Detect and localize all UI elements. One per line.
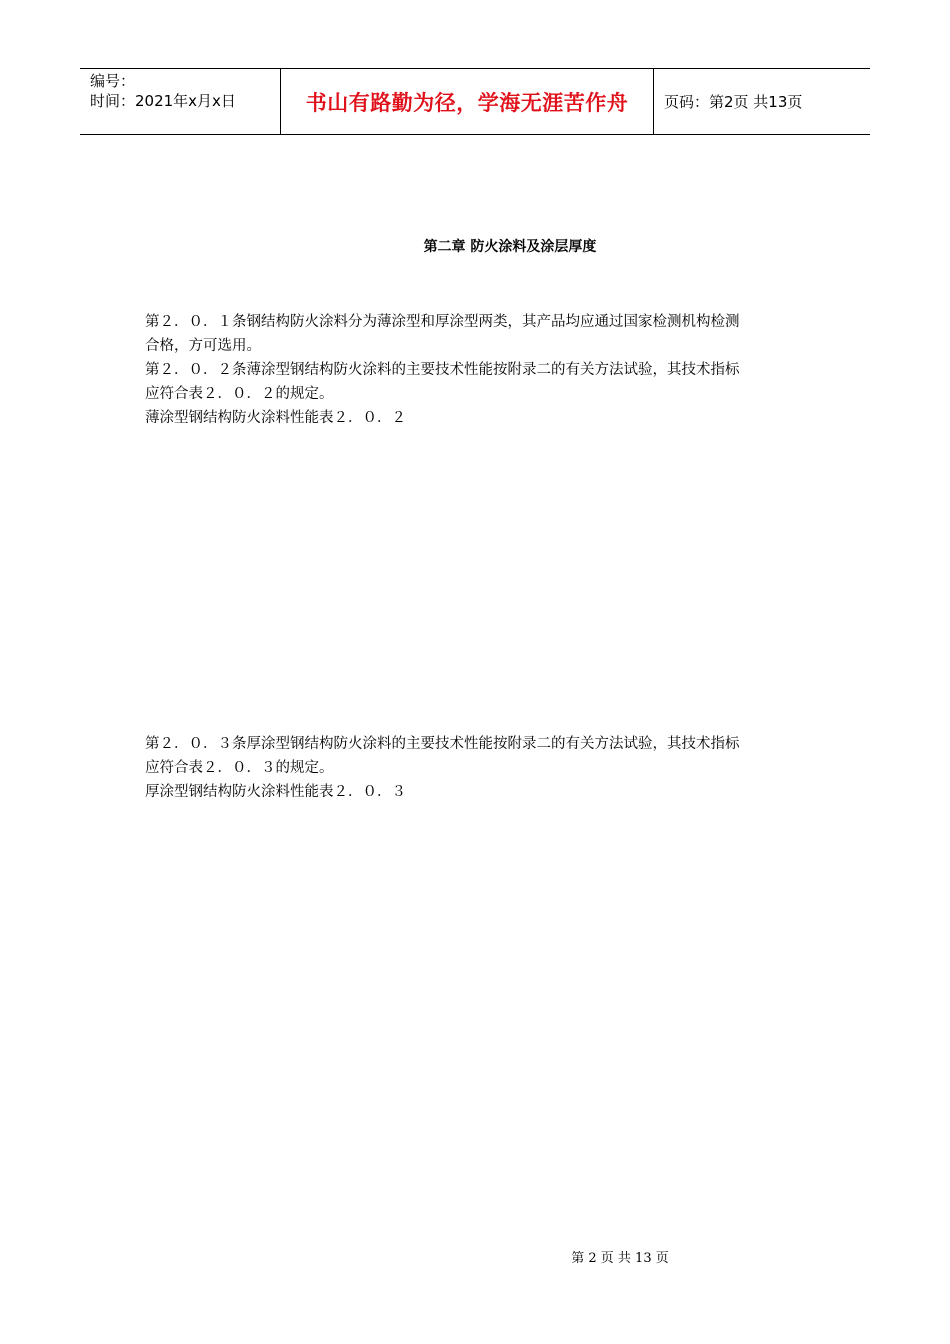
header-page-info: 页码：第2页 共13页 [664, 93, 803, 111]
header-motto: 书山有路勤为径，学海无涯苦作舟 [281, 69, 654, 134]
chapter-title: 第二章 防火涂料及涂层厚度 [423, 239, 597, 255]
paragraph-2-0-3 [145, 732, 810, 804]
text-line: 第２．０．２条薄涂型钢结构防火涂料的主要技术性能按附录二的有关方法试验，其技术指标 [145, 362, 740, 378]
page-footer: 第 2 页 共 13 页 [571, 1251, 669, 1266]
text-line: 应符合表２．０．３的规定。 [145, 760, 334, 776]
text-line: 第２．０．３条厚涂型钢结构防火涂料的主要技术性能按附录二的有关方法试验，其技术指标 [145, 736, 740, 752]
text-line: 合格，方可选用。 [145, 338, 261, 354]
text-line: 应符合表２．０．２的规定。 [145, 386, 334, 402]
document-date: 时间：2021年x月x日 [90, 92, 236, 110]
paragraph-2-0-1 [145, 310, 810, 430]
text-line: 第２．０．１条钢结构防火涂料分为薄涂型和厚涂型两类，其产品均应通过国家检测机构检测 [145, 314, 740, 330]
header-meta [80, 69, 281, 134]
table-caption: 厚涂型钢结构防火涂料性能表２．０．３ [145, 784, 406, 800]
document-number-label: 编号： [90, 72, 136, 90]
page-header [80, 68, 870, 135]
table-caption: 薄涂型钢结构防火涂料性能表２．０．２ [145, 410, 406, 426]
